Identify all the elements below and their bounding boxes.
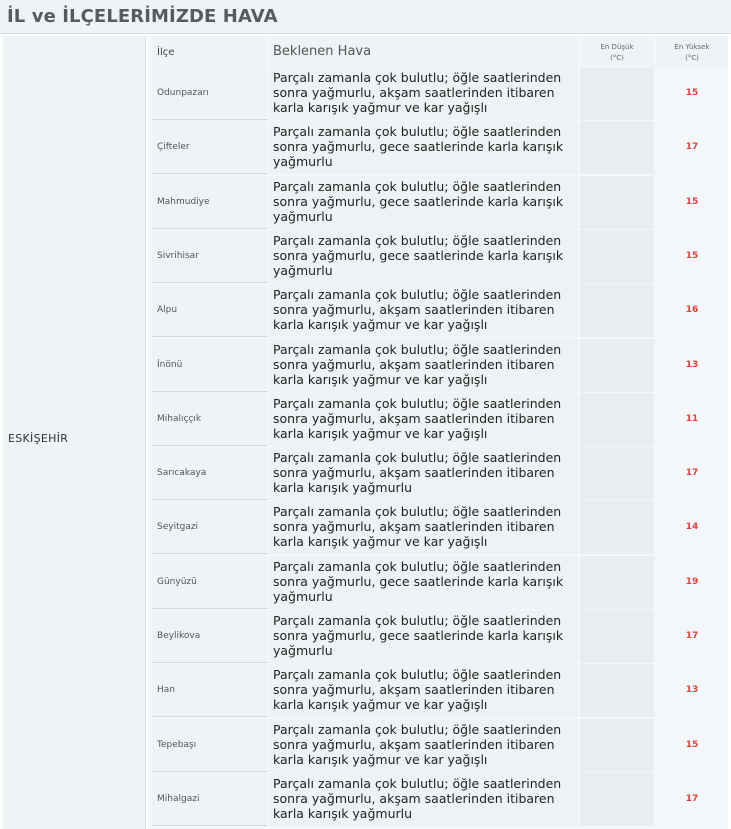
max-temp-cell — [656, 610, 728, 663]
district-cell — [152, 610, 267, 663]
forecast-text: Parçalı zamanla çok bulutlu; öğle saatlerinden sonra yağmurlu, akşam saatlerinden itibaren karla karışık yağmur ve kar yağışlı — [273, 504, 562, 550]
min-temp-cell — [580, 556, 654, 609]
max-temp-value: 16 — [685, 305, 699, 316]
district-cell — [152, 284, 267, 337]
page-title: İL ve İLÇELERİMİZDE HAVA — [7, 6, 278, 27]
header-max-temp — [656, 36, 728, 66]
district-name: Alpu — [157, 305, 178, 316]
max-temp-value: 14 — [685, 522, 699, 533]
header-max-temp-unit: (°C) — [685, 54, 699, 62]
min-temp-cell — [580, 664, 654, 717]
forecast-text: Parçalı zamanla çok bulutlu; öğle saatlerinden sonra yağmurlu, akşam saatlerinden itibaren karla karışık yağmur ve kar yağışlı — [273, 395, 562, 441]
forecast-text: Parçalı zamanla çok bulutlu; öğle saatlerinden sonra yağmurlu, akşam saatlerinden itibaren karla karışık yağmur ve kar yağışlı — [273, 287, 562, 333]
max-temp-value: 15 — [685, 250, 699, 261]
forecast-text: Parçalı zamanla çok bulutlu; öğle saatlerinden sonra yağmurlu, akşam saatlerinden itibaren karla karışık yağmurlu — [273, 775, 562, 821]
district-name: Tepebaşı — [157, 739, 197, 750]
table-row — [148, 610, 728, 664]
district-name: Mihalıççık — [157, 413, 202, 424]
district-cell — [152, 501, 267, 554]
district-cell — [152, 556, 267, 609]
max-temp-cell — [656, 556, 728, 609]
district-name: Sarıcakaya — [157, 468, 207, 479]
province-column — [3, 36, 146, 829]
min-temp-cell — [580, 121, 654, 174]
table-row — [148, 284, 728, 338]
forecast-text: Parçalı zamanla çok bulutlu; öğle saatlerinden sonra yağmurlu, gece saatlerinde karla karışık yağmurlu — [273, 124, 564, 170]
forecast-cell — [269, 610, 578, 663]
district-cell — [152, 773, 267, 826]
forecast-text: Parçalı zamanla çok bulutlu; öğle saatlerinden sonra yağmurlu, gece saatlerinde karla karışık yağmurlu — [273, 178, 564, 224]
district-name: Günyüzü — [157, 576, 197, 587]
max-temp-cell — [656, 447, 728, 500]
header-max-temp-label: En Yüksek — [674, 43, 710, 51]
district-cell — [152, 447, 267, 500]
district-cell — [152, 393, 267, 446]
max-temp-cell — [656, 501, 728, 554]
section-header — [0, 0, 731, 34]
table-row — [148, 447, 728, 501]
max-temp-cell — [656, 121, 728, 174]
district-cell — [152, 121, 267, 174]
max-temp-value: 19 — [685, 576, 699, 587]
table-row — [148, 176, 728, 230]
min-temp-cell — [580, 447, 654, 500]
max-temp-value: 17 — [685, 142, 699, 153]
max-temp-cell — [656, 230, 728, 283]
min-temp-cell — [580, 230, 654, 283]
district-cell — [152, 230, 267, 283]
district-cell — [152, 719, 267, 772]
forecast-cell — [269, 556, 578, 609]
district-name: Mihalgazi — [157, 793, 200, 804]
forecast-cell — [269, 501, 578, 554]
max-temp-value: 11 — [685, 413, 699, 424]
header-district: İlçe — [152, 36, 267, 66]
district-name: Çifteler — [157, 142, 190, 153]
forecast-text: Parçalı zamanla çok bulutlu; öğle saatlerinden sonra yağmurlu, gece saatlerinde karla karışık yağmurlu — [273, 558, 564, 604]
forecast-cell — [269, 230, 578, 283]
district-cell — [152, 339, 267, 392]
table-row — [148, 719, 728, 773]
table-row — [148, 339, 728, 393]
forecast-cell — [269, 284, 578, 337]
district-name: Seyitgazi — [157, 522, 199, 533]
forecast-cell — [269, 176, 578, 229]
forecast-text: Parçalı zamanla çok bulutlu; öğle saatlerinden sonra yağmurlu, akşam saatlerinden itibaren karla karışık yağmur ve kar yağışlı — [273, 721, 562, 767]
forecast-cell — [269, 67, 578, 120]
table-row — [148, 773, 728, 827]
table-row — [148, 393, 728, 447]
max-temp-cell — [656, 664, 728, 717]
forecast-text: Parçalı zamanla çok bulutlu; öğle saatlerinden sonra yağmurlu, akşam saatlerinden itibaren karla karışık yağmur ve kar yağışlı — [273, 70, 562, 115]
district-cell — [152, 67, 267, 120]
max-temp-cell — [656, 339, 728, 392]
table-row — [148, 556, 728, 610]
district-cell — [152, 664, 267, 717]
district-name: Han — [157, 685, 175, 696]
province-name: ESKİŞEHİR — [8, 432, 69, 445]
min-temp-cell — [580, 773, 654, 826]
min-temp-cell — [580, 339, 654, 392]
forecast-cell — [269, 121, 578, 174]
forecast-cell — [269, 393, 578, 446]
max-temp-cell — [656, 393, 728, 446]
table-row — [148, 121, 728, 175]
forecast-text: Parçalı zamanla çok bulutlu; öğle saatlerinden sonra yağmurlu, gece saatlerinde karla karışık yağmurlu — [273, 232, 564, 278]
district-name: İnönü — [157, 359, 183, 370]
max-temp-value: 17 — [685, 468, 699, 479]
min-temp-cell — [580, 67, 654, 120]
table-row — [148, 501, 728, 555]
max-temp-cell — [656, 773, 728, 826]
district-cell — [152, 176, 267, 229]
max-temp-cell — [656, 67, 728, 120]
district-name: Odunpazarı — [157, 88, 209, 98]
max-temp-cell — [656, 719, 728, 772]
forecast-text: Parçalı zamanla çok bulutlu; öğle saatlerinden sonra yağmurlu, akşam saatlerinden itibaren karla karışık yağmur ve kar yağışlı — [273, 667, 562, 713]
max-temp-value: 17 — [685, 631, 699, 641]
forecast-cell — [269, 447, 578, 500]
header-min-temp-label: En Düşük — [600, 43, 634, 51]
max-temp-value: 15 — [685, 739, 699, 750]
forecast-cell — [269, 773, 578, 826]
header-min-temp-unit: (°C) — [610, 54, 624, 62]
max-temp-value: 13 — [685, 359, 699, 370]
min-temp-cell — [580, 719, 654, 772]
max-temp-value: 15 — [685, 196, 699, 207]
min-temp-cell — [580, 393, 654, 446]
max-temp-value: 13 — [685, 685, 699, 696]
forecast-cell — [269, 339, 578, 392]
table-row — [148, 230, 728, 284]
district-name: Sivrihisar — [157, 250, 199, 261]
min-temp-cell — [580, 501, 654, 554]
min-temp-cell — [580, 610, 654, 663]
forecast-text: Parçalı zamanla çok bulutlu; öğle saatlerinden sonra yağmurlu, akşam saatlerinden itibaren karla karışık yağmur ve kar yağışlı — [273, 341, 562, 387]
max-temp-value: 15 — [685, 88, 699, 98]
district-name: Mahmudiye — [157, 196, 210, 207]
district-name: Beylikova — [157, 631, 201, 641]
table-row — [148, 664, 728, 718]
forecast-cell — [269, 719, 578, 772]
header-expected-weather: Beklenen Hava — [269, 36, 578, 66]
forecast-text: Parçalı zamanla çok bulutlu; öğle saatlerinden sonra yağmurlu, akşam saatlerinden itibaren karla karışık yağmurlu — [273, 450, 562, 496]
header-min-temp — [580, 36, 654, 66]
table-row — [148, 67, 728, 121]
max-temp-cell — [656, 176, 728, 229]
forecast-text: Parçalı zamanla çok bulutlu; öğle saatlerinden sonra yağmurlu, gece saatlerinde karla karışık yağmurlu — [273, 613, 564, 658]
forecast-cell — [269, 664, 578, 717]
min-temp-cell — [580, 284, 654, 337]
min-temp-cell — [580, 176, 654, 229]
max-temp-cell — [656, 284, 728, 337]
max-temp-value: 17 — [685, 793, 699, 804]
